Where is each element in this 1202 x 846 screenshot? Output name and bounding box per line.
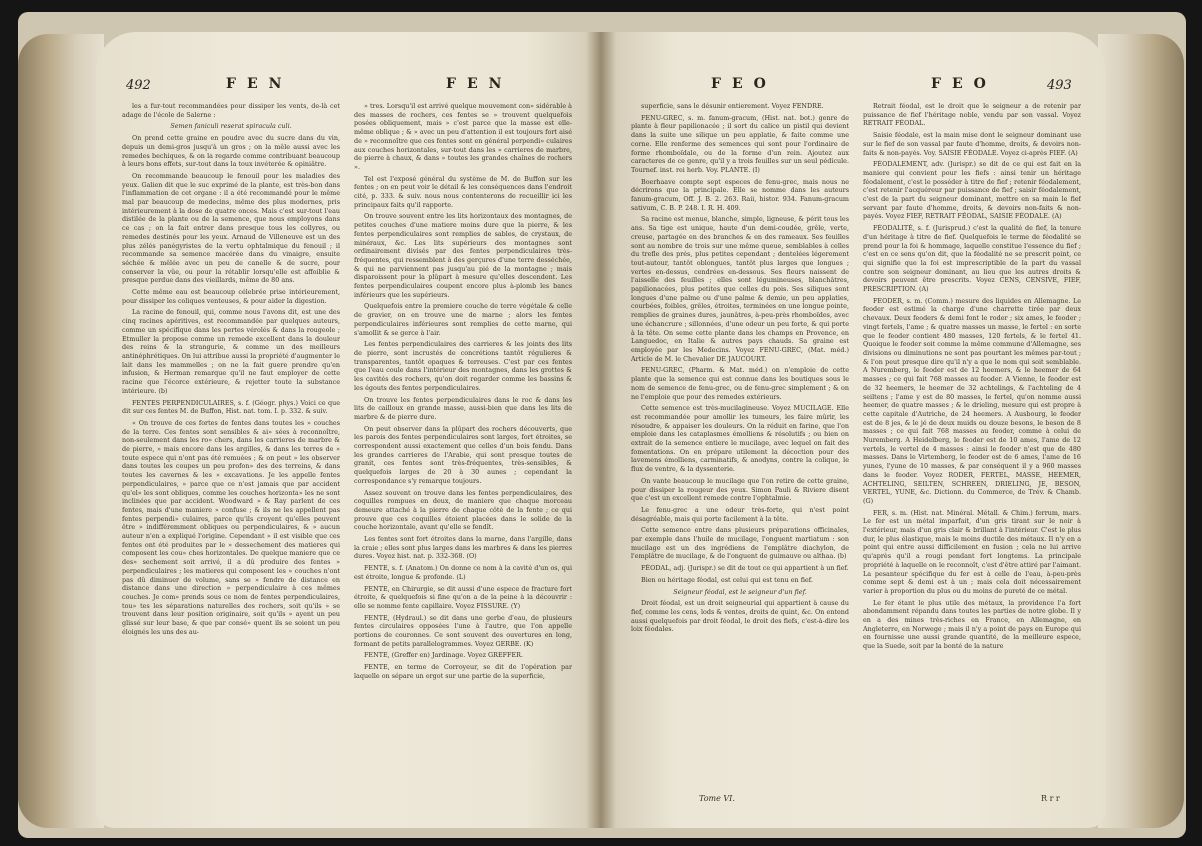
left-running-head-2: FEN [446,76,513,92]
left-page-edges [18,34,104,828]
paragraph: » tres. Lorsqu'il est arrivé quelque mouvement con» sidérable à des masses de rochers, ces fentes se » trouvent quelquefois posées obliquement, mais » c'est parce que la masse est elle-même oblique ; & » avec un peu d'attention il est toujours fort aisé de » reconnoître que ces fentes sont en général perpendi» culaires aux couches horizontales, sur-tout dans les » carrieres de marbre, de pierre à chaux, & dans » toutes les grandes chaînes de rochers ». [354,102,572,171]
paragraph: superficie, sans le désunir entierement. Voyez FENDRE. [641,102,824,110]
paragraph: On trouve les fentes perpendiculaires dans le roc & dans les lits de cailloux en grande masse, aussi-bien que dans les lits de marbre & de pierre dure. [354,395,572,421]
left-page-number: 492 [126,78,151,93]
paragraph: FENTE, (Hydraul.) se dit dans une gerbe d'eau, de plusieurs fentes circulaires opposées l'une à l'autre, que l'on appelle portions de couronnes. Ce sont souvent des ouvertures en long, formant de petits parallelogrammes. Voyez GERBE. (K) [354,613,572,648]
footer-signature: R r r [1041,794,1060,803]
paragraph: Tel est l'exposé général du système de M. de Buffon sur les fentes ; on en peut voir le détail & les conséquences dans l'endroit cité, p. 333. & suiv. nous nous contenterons de recueillir ici les principaux faits qu'il rapporte. [354,174,572,209]
right-column-1 [631,102,849,788]
paragraph: FEODER, s. m. (Comm.) mesure des liquides en Allemagne. Le feoder est estimé la charge d'une charrette tirée par deux chevaux. Deux feoders & demi font le roder ; six ames, le feoder ; vingt fertels, l'ame ; & quatre masses un masse, le fertel : en sorte que le feoder contient 480 masses, 120 fertels, & le fertel 41. Quoique le feoder soit comme la même commune d'Allemagne, ses divisions ou diminutions ne sont pas pourtant les mêmes par-tout ; & l'on peut presque dire qu'il n'y a que le nom qui soit semblable. A Nuremberg, le feoder est de 12 heemers, & le heemer de 64 masses ; ce qui fait 768 masses au feoder. A Vienne, le feoder est de 32 heemers, le heemer de 32 achtelings, & l'achteling de 4 seiltens ; l'ame y est de 80 masses, le fertel, qu'on nomme aussi heemer, de quatre masses ; & le drieling, mesure qui est propre à cette capitale d'Autriche, de 24 heemers. A Ausbourg, le feoder est de 8 jes, & le jé de deux muids ou douze besons, le beson de 8 masses ; ce qui fait 768 masses au feoder, comme à celui de Nuremberg. A Heidelberg, le feoder est de 10 ames, l'ame de 12 vertels, le vertel de 4 masses : ainsi le feoder n'est que de 480 masses. Dans le Virtemberg, le feoder est de 6 ames, l'ame de 16 yunes, l'yune de 10 masses, & par conséquent il y a 960 masses dans le feoder. Voyez RODER, FERTEL, MASSE, HEEMER, ACHTELING, SEILTEN, SCHREEN, DRIELING, JE, BESON, VERTEL, YUNE, &c. Dictionn. du Commerce, de Trév. & Chamb. (G) [863,296,1081,505]
right-page-number: 493 [1047,78,1072,93]
paragraph: Cette même eau est beaucoup célebrée prise intérieurement, pour dissiper les coliques venteuses, & pour aider la digestion. [122,288,340,305]
paragraph: FÉODAL, adj. (Jurispr.) se dit de tout ce qui appartient à un fief. [641,564,849,573]
paragraph: Sa racine est menue, blanche, simple, ligneuse, & périt tous les ans. Sa tige est unique, haute d'un demi-coudée, grêle, verte, creuse, partagée en des branches & en des rameaux. Ses feuilles sont au nombre de trois sur une même queue, semblables à celles du trefle des prés, plus petites cependant ; dentelées légerement tout-autour, tantôt oblongues, tantôt plus larges que longues ; vertes en-dessus, cendrées en-dessous. Ses fleurs naissent de l'aisselle des feuilles ; elles sont légumineuses, blanchâtres, papilionacées, plus petites que celles du pois. Ses siliques sont longues d'une palme ou d'une palme & demie, un peu applaties, courbées, foibles, grêles, étroites, terminées en une longue pointe, remplies de graines dures, jaunâtres, à-peu-près rhomboïdes, avec une échancrure ; sillonnées, d'une odeur un peu forte, & qui porte à la tête. On seme cette plante dans les champs en Provence, en Languedoc, en Italie & autres pays chauds. Sa graine est employée par les Medecins. Voyez FENU-GREC, (Mat. méd.) Article de M. le Chevalier DE JAUCOURT. [631,215,849,363]
paragraph: les a fur-tout recommandées pour dissiper les vents, de-là cet adage de l'école de Salerne : [122,102,340,119]
paragraph: FÉODALITÉ, s. f. (Jurisprud.) c'est la qualité de fief, la tenure d'un héritage à titre de fief. Quelquefois le terme de féodalité se prend pour la foi & hommage, laquelle constitue l'essence du fief ; c'est en ce sens qu'on dit, que la féodalité ne se prescrit point, ce qui signifie que la foi est imprescriptible de la part du vassal contre son seigneur dominant, au lieu que les autres droits & devoirs peuvent être prescrits. Voyez CENS, CENSIVE, FIEF, PRESCRIPTION. (A) [863,224,1081,294]
paragraph: « On trouve de ces fortes de fentes dans toutes les » couches de la terre. Ces fentes sont sensibles & ai» sées à reconnoître, non-seulement dans les ro» chers, dans les carrieres de marbre & de pierre, » mais encore dans les argilles, & dans les terres de » toute espece qui n'ont pas été remuées ; & on peut » les observer dans toutes les coupes un peu profon» des des terreins, & dans toutes les cavernes & les » excavations. Je les appelle fentes perpendiculaires, » parce que ce n'est jamais que par accident qu'el» les sont obliques, comme les couches horizonta» les ne sont inclinées que par accident. Woodward » & Ray parlent de ces fentes, mais d'une maniere » confuse ; & ils ne les appellent pas fentes perpendi» culaires, parce qu'ils croyent qu'elles peuvent être » indifféremment obliques ou perpendiculaires, & » aucun auteur n'en a expliqué l'origine. Cependant » il est visible que ces fentes ont été produites par le » dessechement des matieres qui composent les cou» ches horizontales. De quelque maniere que ce des» sechement soit arrivé, il a dû produire des fentes » perpendiculaires ; les matieres qui composent les » couches n'ont pas dû diminuer de volume, sans se » fendre de distance en distance dans une direction » perpendiculaire à ces mêmes couches. Je com» prends sous ce nom de fentes perpendiculaires, tou» tes les séparations naturelles des rochers, soit qu'ils » se trouvent dans leur position originaire, soit qu'ils » ayent un peu glissé sur leur base, & que par consé» quent ils se soient un peu éloignés les uns des au- [122,418,340,636]
right-running-head-1: FEO [711,76,777,92]
paragraph: Semen faniculi reserat spiracula culi. [170,122,292,131]
paragraph: Assez souvent on trouve dans les fentes perpendiculaires, des coquilles rompues en deux, de maniere que chaque morceau demeure attaché à la pierre de chaque côté de la fente ; ce qui prouve que ces coquilles étoient placées dans le solide de la couche horizontale, avant qu'elle se fendît. [354,488,572,532]
paragraph: Le fer étant le plus utile des métaux, la providence l'a fort abondamment répandu dans toutes les parties de notre globe. Il y en a des mines très-riches en France, en Allemagne, en Angleterre, en Norwege ; mais il n'y a point de pays en Europe qui en fournisse une aussi grande quantité, de la meilleure espece, que la Suede, soit par la bonté de la nature [863,598,1081,651]
right-running-head-2: FEO [931,76,997,92]
paragraph: FÉODALEMENT, adv. (Jurispr.) se dit de ce qui est fait en la maniere qui convient pour les fiefs : ainsi tenir un héritage féodalement, c'est le posséder à titre de fief ; retenir féodalement, c'est retenir l'acquéreur par puissance de fief ; saisir féodalement, c'est de la part du seigneur dominant, mettre en sa main le fief servant par faute d'homme, droits, & devoirs non-faits & non-payés. Voyez FIEF, RETRAIT FÉODAL, SAISIE FÉODALE. (A) [863,160,1081,221]
paragraph: FENTE, (Greffer en) Jardinage. Voyez GREFFER. [364,651,523,660]
paragraph: Le fenu-grec a une odeur très-forte, qui n'est point désagréable, mais qui porte facilement à la tête. [631,505,849,523]
paragraph: Boerhaave compte sept especes de fenu-grec, mais nous ne décrirons que la principale. Elle se nomme dans les auteurs fanum-gracum, Off. J. B. 2. 263. Raii, histor. 934. Fanum-gracum sativum, C. B. P. 248. I. R. H. 409. [631,177,849,212]
paragraph: On recommande beaucoup le fenouil pour les maladies des yeux. Galien dit que le suc exprimé de la plante, est très-bon dans l'inflammation de cet organe : il a été recommandé pour le même mal par beaucoup de medecins, même des plus modernes, pris intérieurement à la dose de quatre onces. Mais c'est sur-tout l'eau distilée de la plante ou de la semence, que nous employons dans ce cas ; on la fait entrer dans presque tous les collyres, ou remedes destinés pour les yeux. Arnaud de Villeneuve est un des plus zélés panégyristes de la vertu ophtalmique du fenouil ; il recommande sa semence macérée dans du vinaigre, ensuite séchée & mêlée avec un peu de canelle & de sucre, pour conserver la vûe, ou pour la rétablir lorsqu'elle est affoiblie & presque perdue dans des vieillards, même de 80 ans. [122,171,340,285]
paragraph: Cette semence est très-mucilagineuse. Voyez MUCILAGE. Elle est recommandée pour amollir les tumeurs, les faire mûrir, les résoudre, & appaiser les douleurs. On la réduit en farine, que l'on emploie dans les cataplasmes émolliens & résolutifs ; ou bien on extrait de la semence entiere le mucilage, avec lequel on fait des fomentations. On en prépare utilement la décoction pour des lavemens émolliens, carminatifs, & anodyns, contre la colique, le flux de ventre, & la dyssenterie. [631,404,849,474]
paragraph: FER, s. m. (Hist. nat. Minéral. Métall. & Chim.) ferrum, mars. Le fer est un métal imparfait, d'un gris tirant sur le noir à l'extérieur, mais d'un gris clair & brillant à l'intérieur. C'est le plus dur, le plus élastique, mais le moins ductile des métaux. Il n'y en a point qui entre aussi difficilement en fusion ; cela ne lui arrive qu'après qu'il a rougi pendant fort longtems. La principale propriété à laquelle on le reconnoît, c'est d'être attiré par l'aimant. La pesanteur spécifique du fer est à celle de l'eau, à-peu-près comme sept & demi est à un ; mais cela doit nécessairement varier à proportion du plus ou du moins de pureté de ce métal. [863,508,1081,595]
paragraph: On peut observer dans la plûpart des rochers découverts, que les parois des fentes perpendiculaires sont larges, fort étroites, se correspondent aussi exactement que celles d'un bois fendu. Dans les grandes carrieres de l'Arabie, qui sont presque toutes de granit, ces fentes sont très-fréquentes, très-sensibles, & quelquefois larges de 20 à 30 aunes ; cependant la correspondance s'y remarque toujours. [354,424,572,485]
paragraph: Quelquefois entre la premiere couche de terre végétale & celle de gravier, on en trouve une de marne ; alors les fentes perpendiculaires inférieures sont remplies de cette marne, qui s'amollit & se gerce à l'air. [354,302,572,337]
left-column-1 [122,102,340,802]
paragraph: On vante beaucoup le mucilage que l'on retire de cette graine, pour dissiper la rougeur des yeux. Simon Pauli & Riviere disent que c'est un excellent remede contre l'ophtalmie. [631,476,849,503]
paragraph: Bien ou héritage féodal, est celui qui est tenu en fief. [641,575,813,584]
paragraph: On prend cette graine en poudre avec du sucre dans du vin, depuis un demi-gros jusqu'à un gros ; on la mêle aussi avec les remedes bechiques, & on la regarde comme contribuant beaucoup à leurs bons effets, sur-tout dans la toux invéterée & opiniâtre. [122,134,340,169]
right-column-2 [863,102,1081,788]
paragraph: FENTE, en Chirurgie, se dit aussi d'une espece de fracture fort étroite, & quelquefois si fine qu'on a de la peine à la découvrir : elle se nomme fente capillaire. Voyez FISSURE. (Y) [354,584,572,610]
paragraph: FENU-GREC, s. m. fanum-gracum, (Hist. nat. bot.) genre de plante à fleur papilionacée ; il sort du calice un pistil qui devient dans la suite une silique un peu applatie, & faite comme une corne. Elle renferme des semences qui sont pour l'ordinaire de forme rhomboïdale, ou de la forme d'un rein. Ajoutez aux caracteres de ce genre, qu'il y a trois feuilles sur un seul pédicule. Tournef. inst. rei herb. Voy. PLANTE. (I) [631,113,849,174]
book-gutter [586,32,616,828]
paragraph: FENTES PERPENDICULAIRES, s. f. (Géogr. phys.) Voici ce que dit sur ces fentes M. de Buffon, Hist. nat. tom. I. p. 332. & suiv. [122,398,340,416]
paragraph: FENTE, en terme de Corroyeur, se dit de l'opération par laquelle on sépare un ergot sur une partie de la superficie, [354,663,572,680]
paragraph: Cette semence entre dans plusieurs préparations officinales, par exemple dans l'huile de mucilage, l'onguent martiatum : son mucilage est un des ingrédiens de l'emplâtre diachylon, de l'emplâtre de mucilage, & de l'onguent de guimauve ou althaa. (b) [631,526,849,561]
paragraph: On trouve souvent entre les lits horizontaux des montagnes, de petites couches d'une matiere moins dure que la pierre, & les fentes perpendiculaires sont remplies de sables, de crystaux, de minéraux, &c. Les lits supérieurs des montagnes sont ordinairement divisés par des fentes perpendiculaires très-fréquentes, qui ressemblent à des gerçures d'une terre desséchée, & qui ne parviennent pas jusqu'au pié de la montagne ; mais disparoissent pour la plûpart à mesure qu'elles descendent. Les fentes perpendiculaires coupent encore plus à-plomb les bancs inférieurs que les supérieurs. [354,212,572,299]
left-column-2 [354,102,572,802]
paragraph: Droit féodal, est un droit seigneurial qui appartient à cause du fief, comme les cens, lods & ventes, droits de quint, &c. On entend aussi quelquefois par droit féodal, le droit des fiefs, c'est-à-dire les loix féodales. [631,599,849,634]
paragraph: Seigneur féodal, est le seigneur d'un fief. [673,587,807,596]
paragraph: FENU-GREC, (Pharm. & Mat. méd.) on n'emploie de cette plante que la semence qui est connue dans les boutiques sous le nom de semence de fenu-grec, ou de fenu-grec simplement ; & on ne l'emploie que pour des remedes extérieurs. [631,366,849,401]
paragraph: FENTE, s. f. (Anatom.) On donne ce nom à la cavité d'un os, qui est étroite, longue & profonde. (L) [354,564,572,581]
paragraph: Saisie féodale, est la main mise dont le seigneur dominant use sur le fief de son vassal par faute d'homme, droits, & devoirs non-faits & non-payés. Voy. SAISIE FÉODALE. Voyez ci-après FIEF. (A) [863,131,1081,157]
right-page [601,32,1106,828]
paragraph: La racine de fenouil, qui, comme nous l'avons dit, est une des cinq racines apéritives, est recommandée par quelques auteurs, comme un spécifique dans les pertes vérolés & dans la rougeole ; Etmuller la propose comme un remede excellent dans la douleur des reins & la strangurie, & comme un des meilleurs antinéphrétiques. On lui attribue aussi la propriété d'augmenter le lait dans les mammelles ; on ne la fait guere prendre qu'en infusion, & Herman remarque qu'il ne faut employer de cette racine que l'écorce extérieure, & rejetter toute la substance intérieure. (b) [122,308,340,395]
paragraph: Les fentes sont fort étroites dans la marne, dans l'argille, dans la craie ; elles sont plus larges dans les marbres & dans les pierres dures. Voyez hist. nat. p. 332-368. (O) [354,535,572,561]
paragraph: Retrait féodal, est le droit que le seigneur a de retenir par puissance de fief l'héritage noble, vendu par son vassal. Voyez RETRAIT FÉODAL. [863,102,1081,128]
paragraph: Les fentes perpendiculaires des carrieres & les joints des lits de pierre, sont incrustés de concrétions tantôt régulieres & transparentes, tantôt opaques & terreuses. C'est par ces fentes que l'eau coule dans l'intérieur des montagnes, dans les grottes & les cavités des rochers, qu'on doit regarder comme les bassins & les égouts des fentes perpendiculaires. [354,340,572,392]
left-page [96,32,601,828]
right-page-edges [1098,34,1184,828]
left-running-head-1: FEN [226,76,293,92]
footer-tome: Tome VI. [699,794,735,803]
